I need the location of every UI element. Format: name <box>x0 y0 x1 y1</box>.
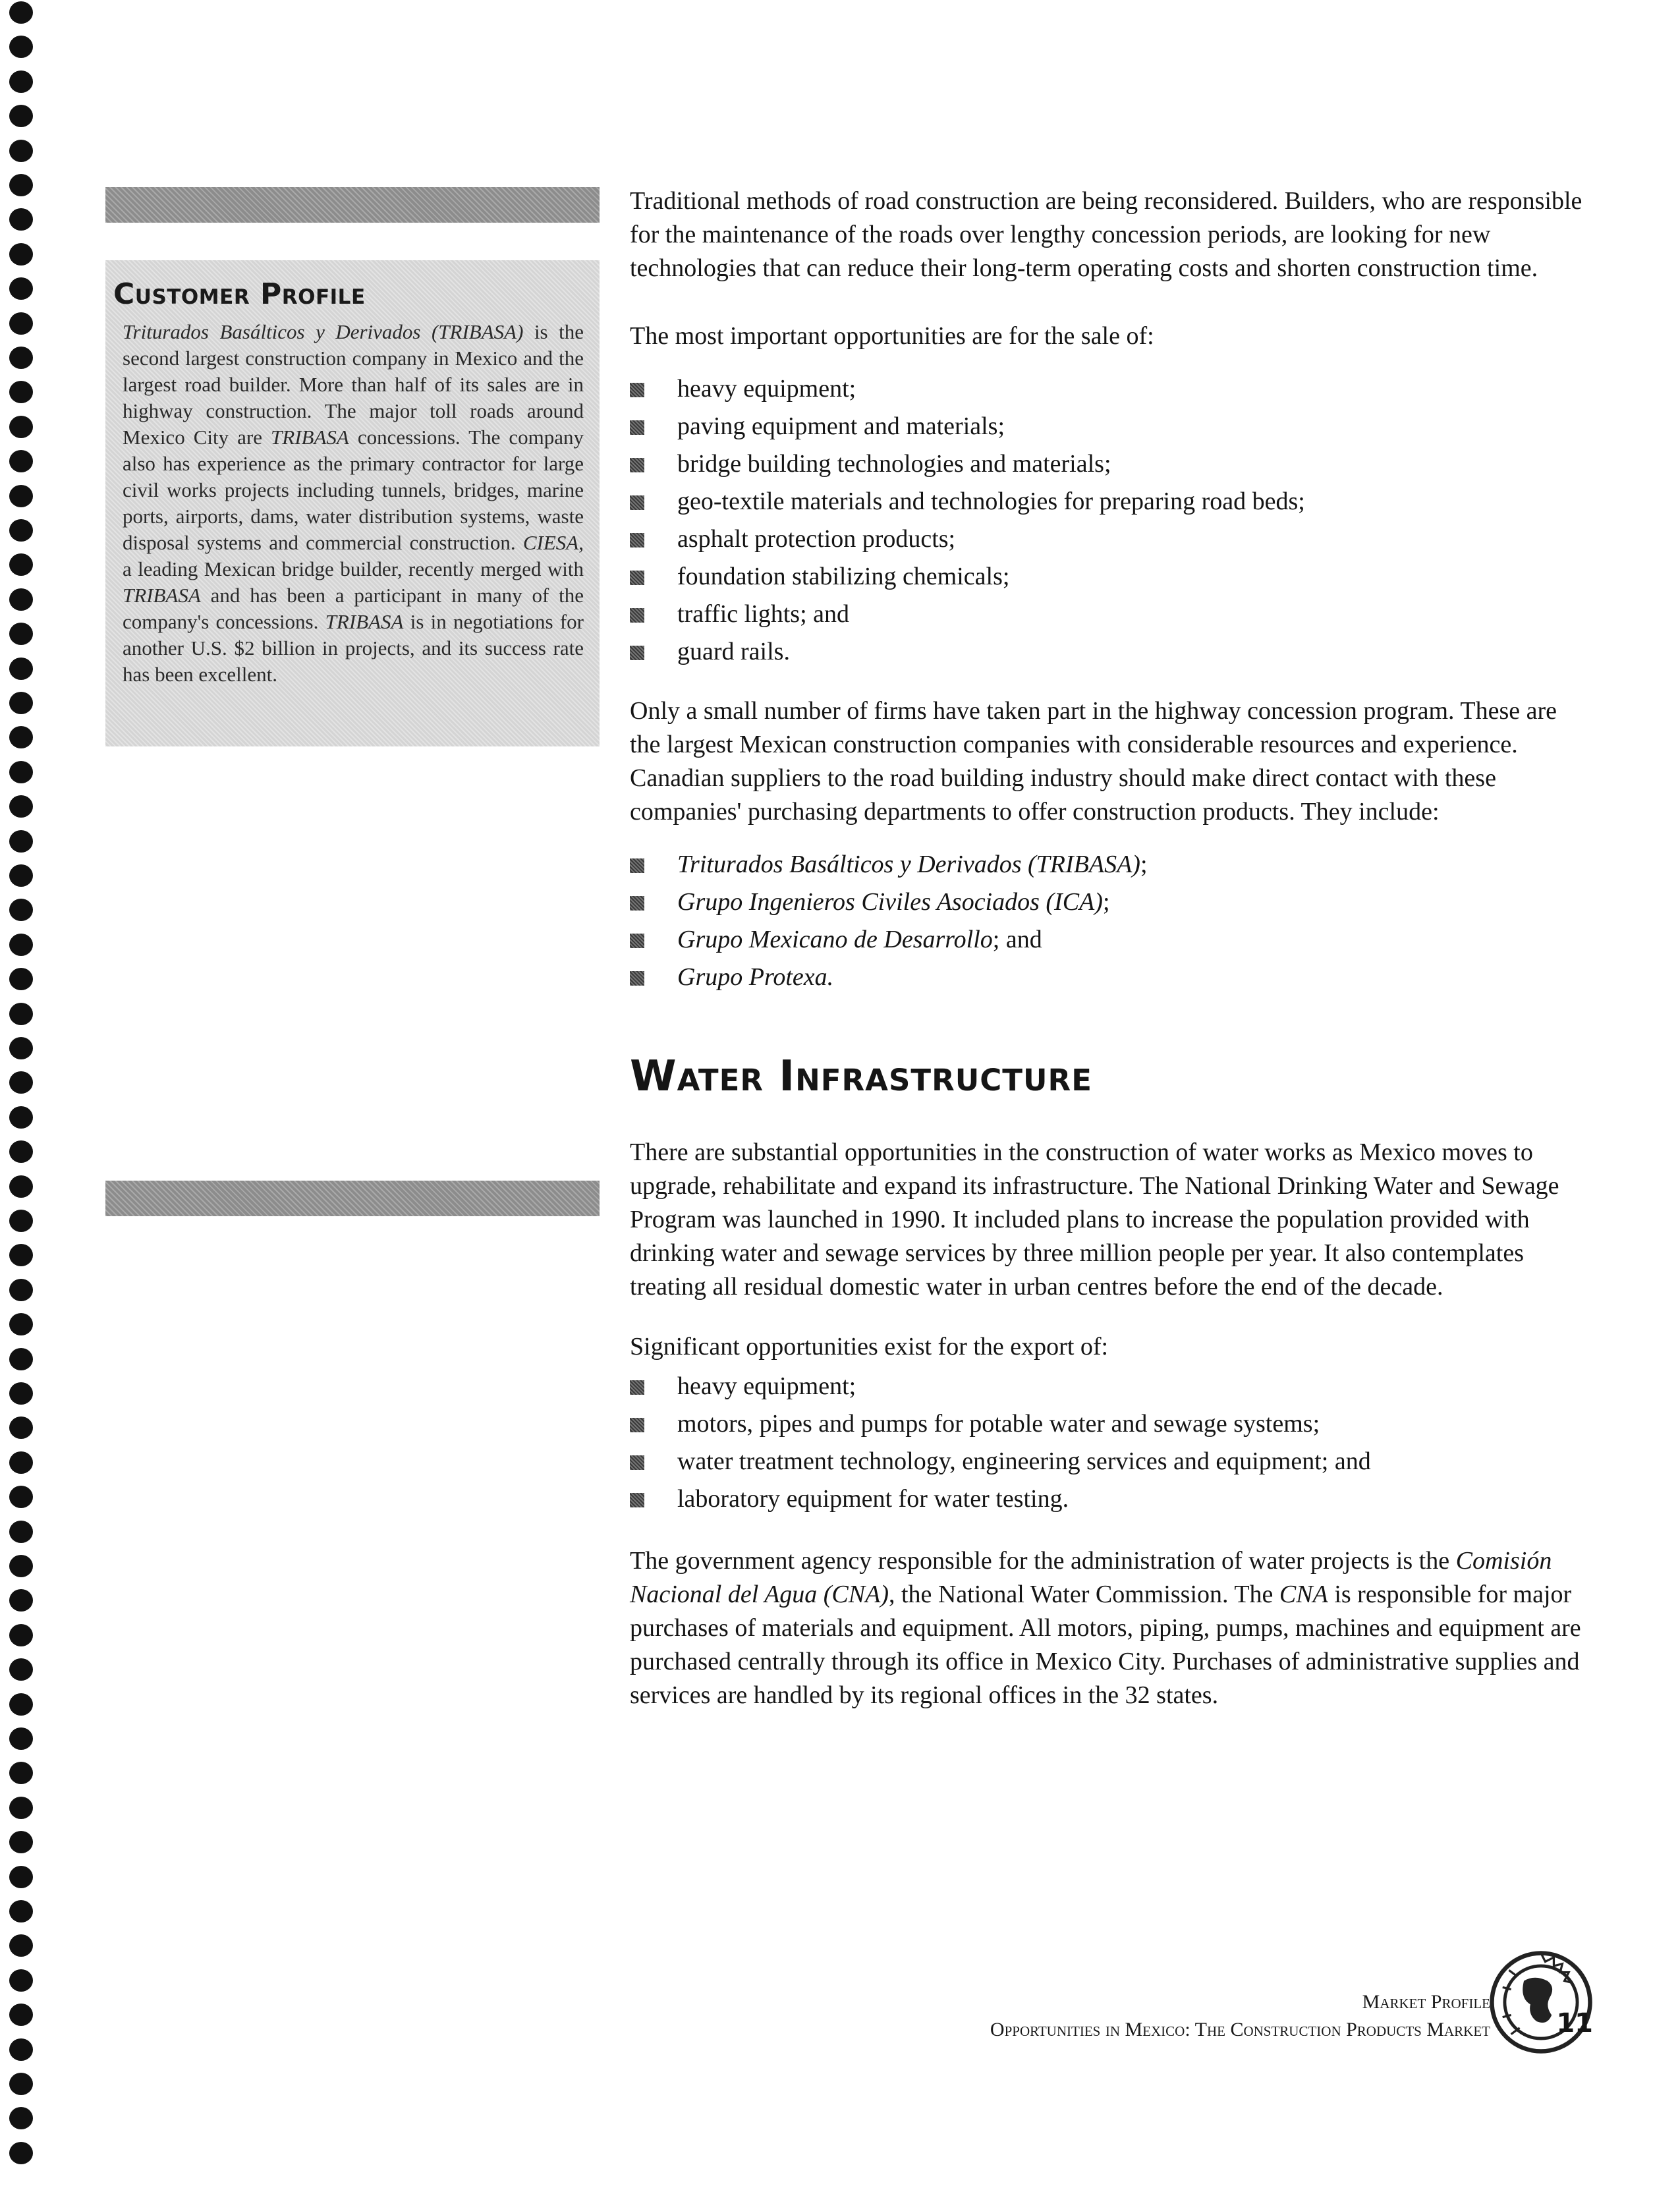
list-item: paving equipment and materials; <box>630 408 1588 445</box>
sidebar-text-run: concessions. The company also has experience as the primary contractor for large civil works projects including tunnels, bridges, marine ports, airports, dams, water distribution systems, waste disposal systems and commercial construction. <box>123 426 584 554</box>
binding-hole <box>9 795 33 818</box>
spiral-binding <box>9 0 36 2188</box>
binding-hole <box>9 1486 33 1508</box>
binding-hole <box>9 968 33 990</box>
binding-hole <box>9 1244 33 1266</box>
customer-profile-sidebar <box>105 260 600 746</box>
roads-paragraph-3: Only a small number of firms have taken part in the highway concession program. These are the largest Mexican construction companies with considerable resources and experience. Canadian suppliers to the road building industry should make direct contact with these companies' purchasing departments to offer construction products. They include: <box>630 697 1557 826</box>
bullet-square-icon <box>630 420 644 435</box>
binding-hole <box>9 830 33 853</box>
sidebar-text-run: , a leading Mexican bridge builder, recently merged with <box>123 531 584 580</box>
binding-hole <box>9 416 33 438</box>
binding-hole <box>9 36 33 58</box>
sidebar-text-run: and has been a participant in many of the company's concessions. <box>123 584 584 633</box>
roads-paragraph-2: The most important opportunities are for the sale of: <box>630 322 1154 350</box>
list-item: Grupo Ingenieros Civiles Asociados (ICA); <box>630 884 1588 921</box>
binding-hole <box>9 2073 33 2095</box>
binding-hole <box>9 1624 33 1646</box>
binding-hole <box>9 2107 33 2129</box>
bullet-square-icon <box>630 495 644 510</box>
list-item: asphalt protection products; <box>630 520 1588 558</box>
binding-hole <box>9 2004 33 2026</box>
list-item: heavy equipment; <box>630 1368 1588 1405</box>
list-item: bridge building technologies and materials; <box>630 445 1588 483</box>
sidebar-text-run: CIESA <box>522 531 579 554</box>
list-item: geo-textile materials and technologies for preparing road beds; <box>630 483 1588 520</box>
binding-hole <box>9 312 33 335</box>
list-item: Triturados Basálticos y Derivados (TRIBASA); <box>630 846 1588 884</box>
binding-hole <box>9 658 33 680</box>
sidebar-body <box>123 319 584 688</box>
sidebar-text-run: Triturados Basálticos y Derivados (TRIBASA) <box>123 320 524 343</box>
binding-hole <box>9 1071 33 1094</box>
globe-seal-icon <box>1488 1949 1594 2056</box>
list-item: guard rails. <box>630 633 1588 671</box>
binding-hole <box>9 1037 33 1059</box>
bullet-square-icon <box>630 383 644 397</box>
sidebar-text-run: is the second largest construction company in Mexico and the largest road builder. More than half of its sales are in highway construction. The major toll roads around Mexico City are <box>123 320 584 449</box>
bullet-square-icon <box>630 1455 644 1470</box>
binding-hole <box>9 1 33 24</box>
binding-hole <box>9 277 33 300</box>
binding-hole <box>9 588 33 611</box>
binding-hole <box>9 1313 33 1335</box>
binding-hole <box>9 1866 33 1888</box>
page-footer <box>990 1988 1490 2044</box>
binding-hole <box>9 1934 33 1957</box>
water-exports-list <box>630 1368 1588 1518</box>
binding-hole <box>9 208 33 231</box>
bullet-square-icon <box>630 1380 644 1395</box>
binding-hole <box>9 1451 33 1474</box>
binding-hole <box>9 692 33 714</box>
binding-hole <box>9 1555 33 1577</box>
binding-hole <box>9 1693 33 1716</box>
binding-hole <box>9 1900 33 1922</box>
water-paragraph-2: Significant opportunities exist for the export of: <box>630 1333 1109 1360</box>
bullet-square-icon <box>630 533 644 547</box>
sidebar-text-run: TRIBASA <box>123 584 201 607</box>
binding-hole <box>9 485 33 507</box>
bullet-square-icon <box>630 971 644 986</box>
list-item: motors, pipes and pumps for potable water and sewage systems; <box>630 1405 1588 1443</box>
binding-hole <box>9 450 33 472</box>
water-paragraph-3: The government agency responsible for the administration of water projects is the Comisión Nacional del Agua (CNA), the National Water Commission. The CNA is responsible for major purchases of materials and equipment. All motors, piping, pumps, machines and equipment are purchased centrally through its office in Mexico City. Purchases of administrative supplies and services are handled by its regional offices in the 32 states. <box>630 1547 1581 1709</box>
binding-hole <box>9 140 33 162</box>
binding-hole <box>9 934 33 956</box>
section-heading: Water Infrastructure <box>630 1052 1092 1101</box>
sidebar-text-run: is in negotiations for another U.S. $2 billion in projects, and its success rate has been excellent. <box>123 610 584 686</box>
binding-hole <box>9 519 33 542</box>
binding-hole <box>9 381 33 403</box>
list-item: Grupo Protexa. <box>630 959 1588 996</box>
binding-hole <box>9 1589 33 1612</box>
page-number: 11 <box>1556 2008 1593 2038</box>
binding-hole <box>9 1210 33 1232</box>
list-item: foundation stabilizing chemicals; <box>630 558 1588 596</box>
binding-hole <box>9 1831 33 1853</box>
binding-hole <box>9 1348 33 1370</box>
roads-paragraph-1: Traditional methods of road construction are being reconsidered. Builders, who are responsible for the maintenance of the roads over lengthy concession periods, are looking for new technologies that can reduce their long-term operating costs and shorten construction time. <box>630 187 1582 282</box>
company-list <box>630 846 1588 996</box>
binding-hole <box>9 1175 33 1198</box>
binding-hole <box>9 243 33 266</box>
bullet-square-icon <box>630 458 644 472</box>
binding-hole <box>9 1797 33 1819</box>
bullet-square-icon <box>630 1418 644 1432</box>
binding-hole <box>9 623 33 645</box>
binding-hole <box>9 1521 33 1543</box>
binding-hole <box>9 1658 33 1681</box>
binding-hole <box>9 1727 33 1750</box>
main-column <box>630 184 1588 1712</box>
water-paragraph-1: There are substantial opportunities in the construction of water works as Mexico moves to upgrade, rehabilitate and expand its infrastructure. The National Drinking Water and Sewage Program was launched in 1990. It included plans to increase the population provided with drinking water and sewage services by three million people per year. It also contemplates treating all residual domestic water in urban centres before the end of the decade. <box>630 1138 1559 1301</box>
section-divider-bar <box>105 187 600 223</box>
binding-hole <box>9 1140 33 1163</box>
binding-hole <box>9 553 33 576</box>
bullet-square-icon <box>630 1493 644 1507</box>
binding-hole <box>9 2038 33 2061</box>
footer-line-2: Opportunities in Mexico: The Construction Products Market <box>990 2019 1490 2040</box>
binding-hole <box>9 105 33 127</box>
bullet-square-icon <box>630 858 644 873</box>
binding-hole <box>9 2142 33 2164</box>
bullet-square-icon <box>630 646 644 660</box>
binding-hole <box>9 70 33 93</box>
bullet-square-icon <box>630 571 644 585</box>
binding-hole <box>9 1003 33 1025</box>
binding-hole <box>9 1762 33 1784</box>
list-item: Grupo Mexicano de Desarrollo; and <box>630 921 1588 959</box>
sidebar-text-run: TRIBASA <box>325 610 404 633</box>
binding-hole <box>9 1382 33 1405</box>
binding-hole <box>9 1969 33 1992</box>
section-divider-bar <box>105 1181 600 1216</box>
list-item: water treatment technology, engineering services and equipment; and <box>630 1443 1588 1480</box>
bullet-square-icon <box>630 934 644 948</box>
bullet-square-icon <box>630 608 644 623</box>
binding-hole <box>9 1417 33 1439</box>
binding-hole <box>9 347 33 369</box>
list-item: heavy equipment; <box>630 370 1588 408</box>
binding-hole <box>9 1279 33 1301</box>
binding-hole <box>9 726 33 748</box>
list-item: traffic lights; and <box>630 596 1588 633</box>
sidebar-text-run: TRIBASA <box>271 426 349 449</box>
list-item: laboratory equipment for water testing. <box>630 1480 1588 1518</box>
binding-hole <box>9 899 33 921</box>
binding-hole <box>9 174 33 196</box>
sidebar-title: Customer Profile <box>113 277 366 311</box>
footer-line-1: Market Profile <box>1362 1991 1490 2013</box>
bullet-square-icon <box>630 896 644 911</box>
road-opportunities-list <box>630 370 1588 671</box>
binding-hole <box>9 761 33 783</box>
binding-hole <box>9 864 33 887</box>
binding-hole <box>9 1106 33 1129</box>
